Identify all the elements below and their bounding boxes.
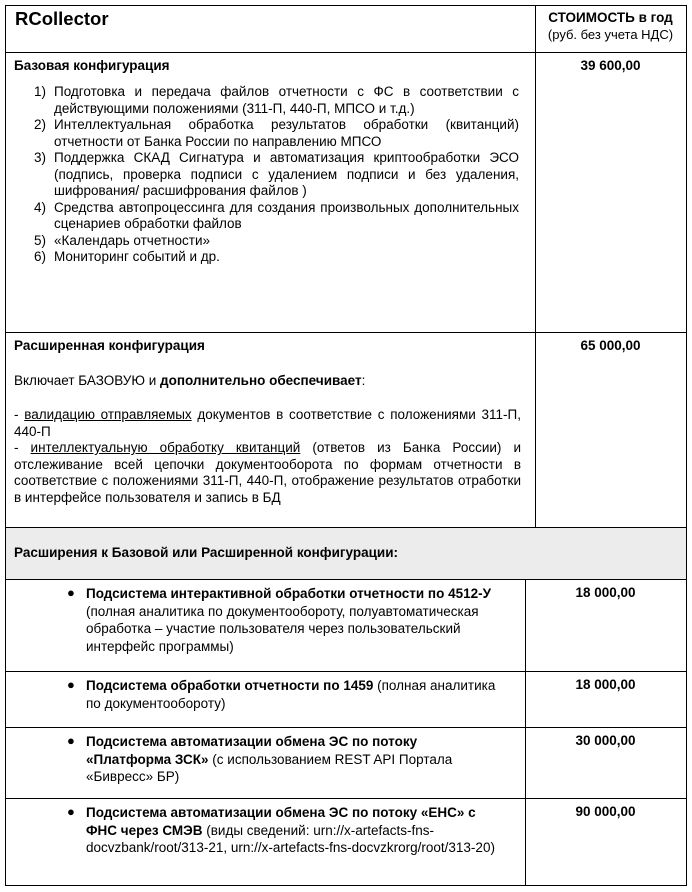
extension-row-1459 bbox=[6, 672, 686, 728]
extended-config-price: 65 000,00 bbox=[580, 338, 641, 353]
extended-feature-receipts: - интеллектуальную обработку квитанций (ответов из Банка России) и отслеживание всей цепочки документооборота по формам отчетности в соответствие с положениями 311-П, 440-П, отображение результатов отработки в интерфейсе пользователя и запись в БД bbox=[14, 440, 521, 505]
list-item: 2) Интеллектуальная обработка результатов обработки (квитанций) отчетности от Банка России по направлению МПСО bbox=[34, 117, 519, 149]
extension-price: 18 000,00 bbox=[575, 677, 636, 692]
list-item: ● Подсистема интерактивной обработки отчетности по 4512-У (полная аналитика по документообороту, полуавтоматическая обработка – участие пользователя через пользовательский интерфейс программы) bbox=[67, 585, 492, 654]
extended-config-title: Расширенная конфигурация bbox=[14, 338, 205, 353]
product-title: RCollector bbox=[15, 8, 109, 29]
extension-price: 90 000,00 bbox=[575, 804, 636, 819]
extensions-title: Расширения к Базовой или Расширенной конфигурации: bbox=[14, 545, 399, 560]
extension-row-zsk bbox=[6, 728, 686, 799]
extended-config-intro: Включает БАЗОВУЮ и дополнительно обеспечивает: bbox=[14, 372, 366, 388]
extended-config-row bbox=[6, 333, 686, 528]
extension-price: 18 000,00 bbox=[575, 585, 636, 600]
list-item: 6) Мониторинг событий и др. bbox=[34, 249, 220, 264]
cost-column-title: СТОИМОСТЬ в год bbox=[548, 10, 673, 25]
list-item: 5) «Календарь отчетности» bbox=[34, 232, 211, 248]
base-config-price: 39 600,00 bbox=[580, 58, 641, 73]
bullet-icon: ● bbox=[67, 677, 75, 692]
list-item: 4) Средства автопроцессинга для создания произвольных дополнительных сценариев обработки файлов bbox=[34, 199, 519, 231]
extension-row-4512 bbox=[6, 580, 686, 672]
base-config-title: Базовая конфигурация bbox=[14, 58, 170, 73]
extension-row-ens bbox=[6, 799, 686, 885]
list-item: ● Подсистема автоматизации обмена ЭС по потоку «ЕНС» с ФНС через СМЭВ (виды сведений: urn://x-artefacts-fns-docvzbank/root/313-21, urn://x-artefacts-fns-docvzkrorg/root/313-20) bbox=[67, 804, 495, 855]
pricing-table bbox=[5, 5, 687, 886]
list-item: 3) Поддержка СКАД Сигнатура и автоматизация криптообработки ЭСО (подпись, проверка подписи с удалением подписи и без удаления, шифрования/ расшифрования файлов ) bbox=[34, 150, 519, 198]
header-row bbox=[6, 6, 686, 53]
extension-price: 30 000,00 bbox=[575, 733, 636, 748]
list-item: ● Подсистема автоматизации обмена ЭС по потоку «Платформа ЗСК» (с использованием REST API Портала «Бивресс» БР) bbox=[67, 733, 453, 784]
bullet-icon: ● bbox=[67, 585, 75, 600]
bullet-icon: ● bbox=[67, 804, 75, 819]
base-config-row bbox=[6, 53, 686, 333]
extensions-header-row bbox=[6, 528, 686, 580]
cost-column-subtitle: (руб. без учета НДС) bbox=[547, 27, 674, 42]
bullet-icon: ● bbox=[67, 733, 75, 748]
list-item: 1) Подготовка и передача файлов отчетности с ФС в соответствии с действующими положениями (311-П, 440-П, МПСО и т.д.) bbox=[34, 84, 519, 116]
base-config-list bbox=[34, 84, 519, 266]
list-item: ● Подсистема обработки отчетности по 1459 (полная аналитика по документообороту) bbox=[67, 677, 496, 711]
extended-feature-validation: - валидацию отправляемых документов в соответствие с положениями 311-П, 440-П bbox=[14, 407, 522, 439]
